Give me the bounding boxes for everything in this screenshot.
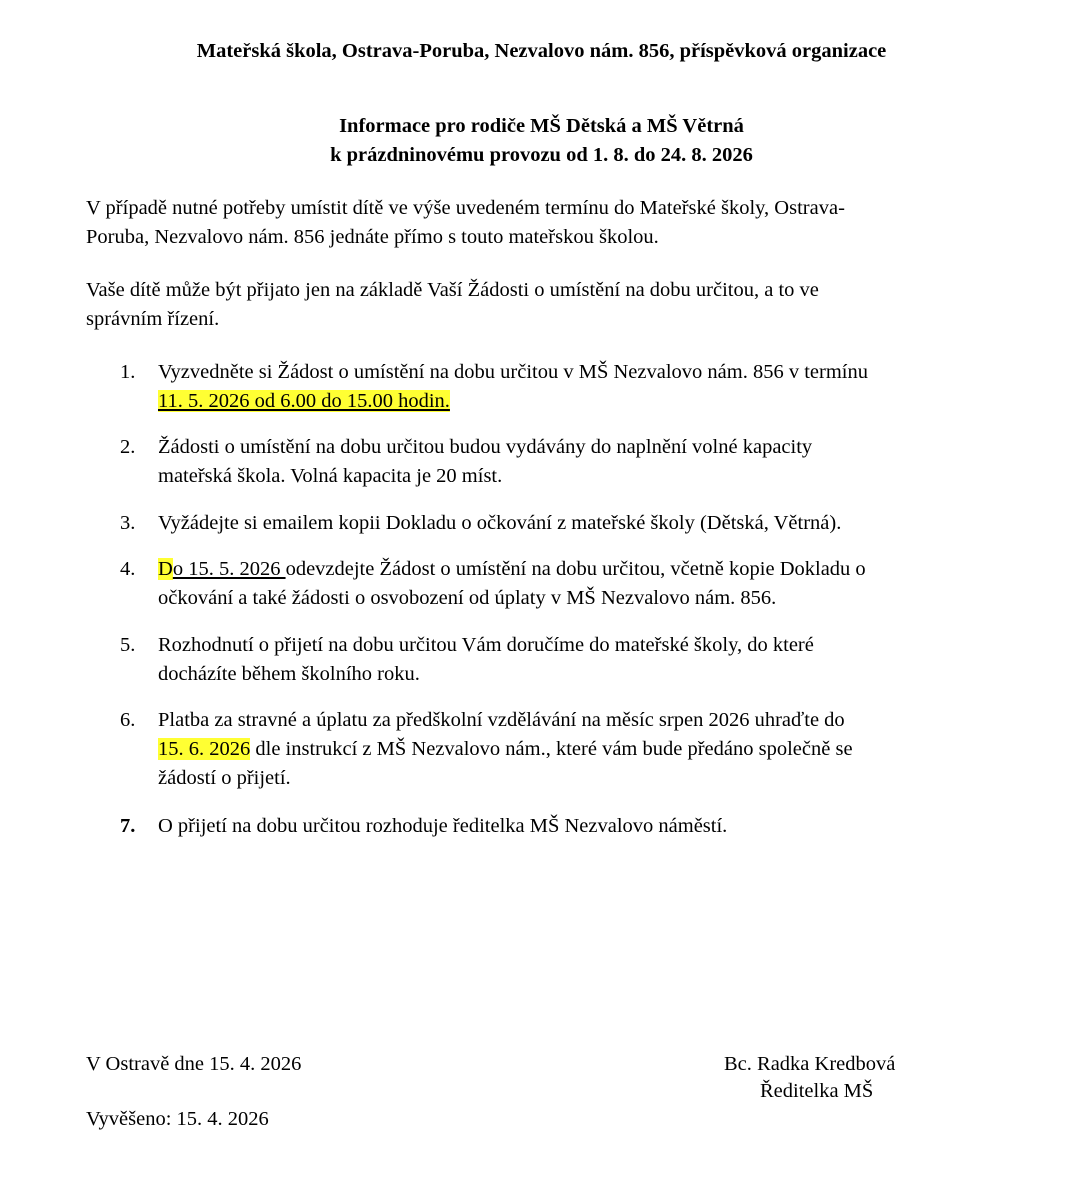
place-and-date: V Ostravě dne 15. 4. 2026 [86,1053,302,1075]
signer-name: Bc. Radka Kredbová [724,1053,896,1075]
intro-paragraph-1 [86,194,996,252]
intro-line: V případě nutné potřeby umístit dítě ve výše uvedeném termínu do Mateřské školy, Ostrava- [86,197,845,219]
list-item [158,812,1008,841]
list-item-number: 6. [120,709,136,731]
list-item-text: Platba za stravné a úplatu za předškolní vzdělávání na měsíc srpen 2026 uhraďte do [158,709,845,731]
list-item-number: 4. [120,558,136,580]
list-item-number: 7. [120,815,136,837]
list-item-text: odevzdejte Žádost o umístění na dobu určitou, včetně kopie Dokladu o [285,558,866,580]
posted-date: Vyvěšeno: 15. 4. 2026 [86,1108,269,1130]
list-item-text: docházíte během školního roku. [158,663,420,685]
highlighted-date: 15. 6. 2026 [158,738,251,760]
list-item [158,631,1008,689]
list-item-text: Žádosti o umístění na dobu určitou budou vydávány do naplnění volné kapacity [158,436,813,458]
highlighted-date: 11. 5. 2026 od 6.00 do 15.00 hodin. [158,390,450,412]
list-item-text: očkování a také žádosti o osvobození od úplaty v MŠ Nezvalovo nám. 856. [158,587,777,609]
list-item-text: mateřská škola. Volná kapacita je 20 míst. [158,465,503,487]
list-item [158,509,1008,538]
list-item-text: žádostí o přijetí. [158,767,291,789]
underlined-deadline: o 15. 5. 2026 [172,558,286,580]
signer-title: Ředitelka MŠ [760,1080,874,1102]
list-item-number: 1. [120,361,136,383]
list-item-number: 3. [120,512,136,534]
list-item [158,433,1008,491]
document-subtitle: k prázdninovému provozu od 1. 8. do 24. 8. 2026 [330,144,753,166]
list-item-number: 2. [120,436,136,458]
list-item [158,555,1008,613]
organization-header: Mateřská škola, Ostrava-Poruba, Nezvalovo nám. 856, příspěvková organizace [196,40,887,62]
intro-paragraph-2 [86,276,996,334]
list-item-number: 5. [120,634,136,656]
highlighted-deadline: D [158,558,173,580]
list-item-text: Rozhodnutí o přijetí na dobu určitou Vám doručíme do mateřské školy, do které [158,634,814,656]
list-item-text: Vyzvedněte si Žádost o umístění na dobu určitou v MŠ Nezvalovo nám. 856 v termínu [158,361,868,383]
intro-line: Vaše dítě může být přijato jen na základě Vaší Žádosti o umístění na dobu určitou, a to ve [86,279,819,301]
document-title: Informace pro rodiče MŠ Dětská a MŠ Větrná [339,115,744,137]
intro-line: Poruba, Nezvalovo nám. 856 jednáte přímo s touto mateřskou školou. [86,226,659,248]
list-item-text: O přijetí na dobu určitou rozhoduje ředitelka MŠ Nezvalovo náměstí. [158,815,728,837]
list-item [158,706,1008,793]
list-item [158,358,1008,416]
list-item-text: dle instrukcí z MŠ Nezvalovo nám., které vám bude předáno společně se [250,738,853,760]
intro-line: správním řízení. [86,308,220,330]
list-item-text: Vyžádejte si emailem kopii Dokladu o očkování z mateřské školy (Dětská, Větrná). [158,512,842,534]
